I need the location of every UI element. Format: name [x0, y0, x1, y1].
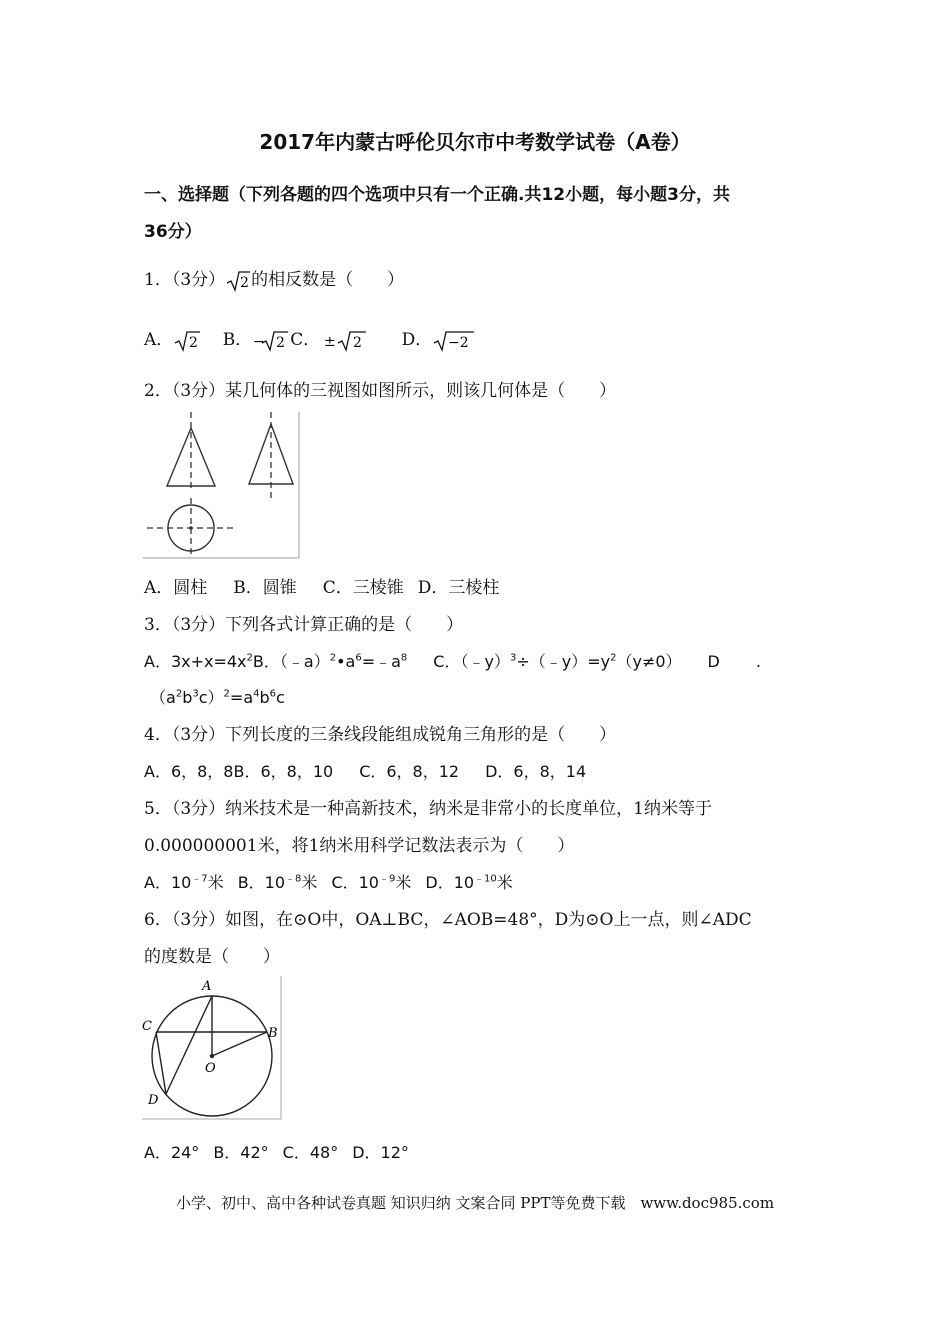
circle-geometry-figure: [142, 976, 284, 1122]
question-3-option-d-body: $(a^2b^3c)^2=a^4b^6c$: [150, 688, 285, 707]
q6-option-b: B．42°: [213, 1143, 269, 1162]
q1-option-b-sqrt: [252, 330, 290, 352]
q4-option-c: C．6，8，12: [359, 762, 460, 781]
q5-option-c: C．10: [331, 873, 379, 892]
question-4-stem: 4．（3分）下列长度的三条线段能组成锐角三角形的是（ ）: [144, 725, 617, 745]
svg-text:±: ±: [324, 333, 336, 350]
question-6-stem-line2: 的度数是（ ）: [144, 947, 280, 967]
question-6-options: [144, 1141, 409, 1165]
q2-option-d: D．三棱柱: [417, 578, 500, 598]
q2-option-a: A．圆柱: [144, 578, 208, 598]
page-footer: 小学、初中、高中各种试卷真题 知识归纳 文案合同 PPT等免费下载 www.doc985.com: [175, 1194, 775, 1212]
section-heading-line1: 一、选择题（下列各题的四个选项中只有一个正确.共12小题，每小题3分，共: [144, 185, 730, 205]
q3-option-b: B．（﹣a）: [252, 652, 330, 671]
label-d: D: [148, 1093, 159, 1108]
svg-text:2: 2: [276, 334, 286, 351]
q1-option-d-sqrt: [432, 330, 476, 352]
q2-option-c: C．三棱锥: [322, 578, 404, 598]
q1-option-b-label: B．: [222, 330, 253, 350]
q6-option-d: D．12°: [352, 1143, 409, 1162]
question-3-options: A．$3x+x=4x^2B$．$(﹣a)^2•a^6=﹣a^8$ C．$(﹣y)^3\div(﹣y)=y^2(y\ne 0)$ D .: [144, 652, 761, 671]
q1-option-a-label: A．: [144, 330, 174, 350]
question-6-stem-line1: 6．（3分）如图，在⊙O中，OA⊥BC，∠AOB=48°，D为⊙O上一点，则∠ADC: [144, 910, 752, 930]
question-3-stem: 3．（3分）下列各式计算正确的是（ ）: [144, 615, 464, 635]
question-5-options: A．$10^{﹣7}$米 B．$10^{﹣8}$米 C．$10^{﹣9}$米 D．$10^{﹣10}$米: [144, 873, 513, 892]
sqrt2-symbol: [225, 270, 251, 292]
q2-option-b: B．圆锥: [233, 578, 297, 598]
q3-option-a: A．3x+x=4x: [144, 652, 247, 671]
label-o: O: [205, 1061, 216, 1076]
q1-option-c-sqrt: [320, 330, 370, 352]
question-4-options: [144, 760, 586, 784]
segment-ob: [212, 1032, 267, 1056]
q1-suffix: 的相反数是（ ）: [251, 270, 405, 290]
q6-option-a: A．24°: [144, 1143, 200, 1162]
q5-option-b: B．10: [237, 873, 286, 892]
q4-option-a: A．6，8，8: [144, 762, 234, 781]
q1-option-c-label: C．: [290, 330, 321, 350]
q1-option-a-sqrt: [173, 330, 203, 352]
question-1-options: [144, 328, 476, 352]
q4-option-b: B．6，8，10: [233, 762, 334, 781]
svg-text:−: −: [253, 333, 265, 350]
question-2-options: [144, 576, 499, 600]
svg-text:2: 2: [189, 334, 199, 351]
three-view-figure: [143, 412, 301, 560]
svg-text:2: 2: [240, 274, 250, 291]
section-heading-line2: 36分）: [144, 222, 202, 242]
label-c: C: [142, 1019, 152, 1034]
question-1-stem: [144, 268, 404, 292]
q6-option-c: C．48°: [282, 1143, 339, 1162]
page-title: 2017年内蒙古呼伦贝尔市中考数学试卷（A卷）: [259, 130, 691, 154]
segment-cd: [156, 1032, 166, 1094]
label-b: B: [268, 1026, 278, 1041]
svg-text:−2: −2: [448, 334, 469, 351]
q4-option-d: D．6，8，14: [485, 762, 587, 781]
q5-option-a: A．10: [144, 873, 192, 892]
label-a: A: [202, 979, 212, 994]
q5-option-d: D．10: [425, 873, 475, 892]
q3-option-c: C．（﹣y）: [433, 652, 510, 671]
question-5-stem-line2: 0.000000001米，将1纳米用科学记数法表示为（ ）: [144, 836, 575, 856]
svg-text:2: 2: [353, 334, 363, 351]
q1-option-d-label: D．: [401, 330, 433, 350]
q3-option-d: D: [707, 652, 720, 671]
question-5-stem-line1: 5．（3分）纳米技术是一种高新技术，纳米是非常小的长度单位，1纳米等于: [144, 799, 712, 819]
q1-prefix: 1．（3分）: [144, 270, 226, 290]
question-2-stem: 2．（3分）某几何体的三视图如图所示，则该几何体是（ ）: [144, 381, 617, 401]
